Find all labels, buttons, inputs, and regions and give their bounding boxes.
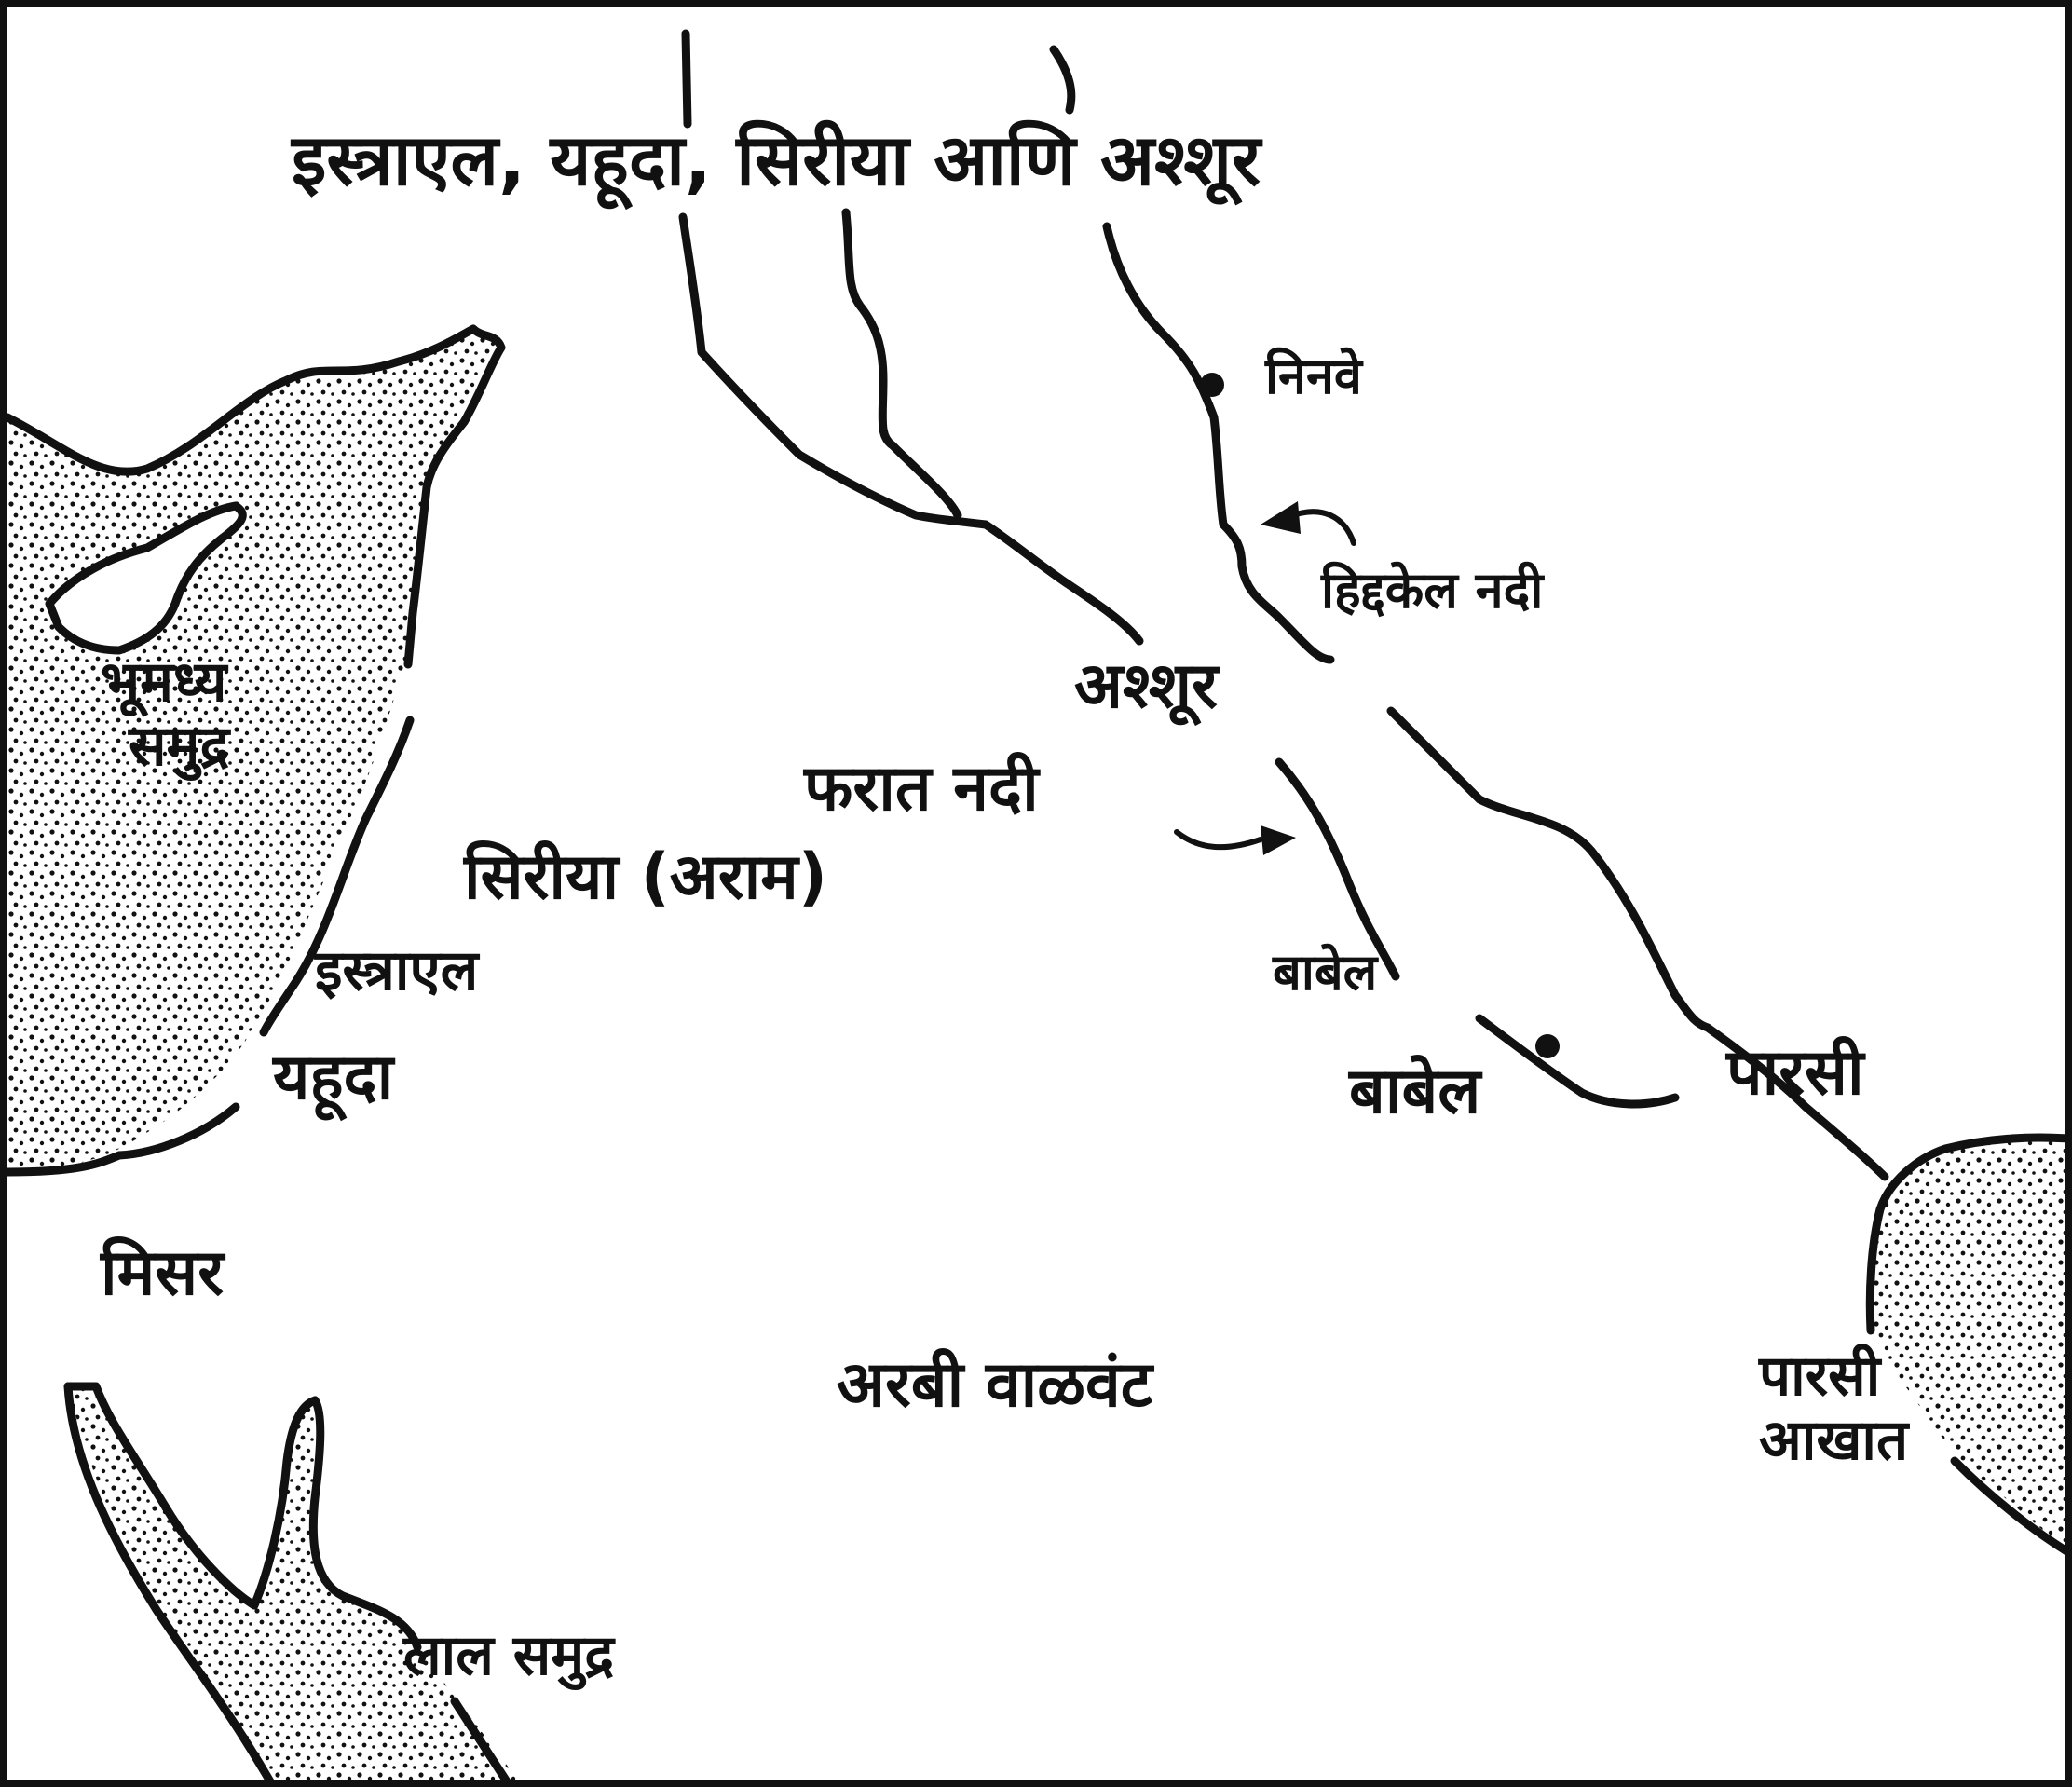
euphrates-river-label: फरात नदी — [804, 752, 1039, 825]
israel-region-label: इस्त्राएल — [315, 938, 479, 1003]
persian-gulf-label-line-2: आखात — [1759, 1408, 1909, 1473]
mediterranean-label-line-1: भूमध्य — [101, 649, 227, 715]
persian-gulf-label-line-1: पारसी — [1759, 1344, 1881, 1409]
persian-gulf-label — [1759, 1344, 1964, 1473]
nineveh-city-marker — [1200, 373, 1224, 397]
tigris-arrowhead — [1261, 501, 1301, 534]
persia-region-label: पारसी — [1726, 1036, 1864, 1110]
mediterranean-sea-label — [101, 650, 324, 779]
map-title: इस्त्राएल, यहूदा, सिरीया आणि अश्शूर — [292, 118, 1261, 201]
tigris-label-arrow — [1293, 512, 1354, 543]
euphrates-delta — [1479, 1018, 1675, 1104]
mediterranean-label-line-2: समुद्र — [129, 714, 230, 779]
euphrates-arrowhead — [1261, 825, 1296, 855]
babylon-city-label: बाबेल — [1273, 943, 1378, 1002]
tigris-river-label: हिद्दकेल नदी — [1321, 561, 1544, 620]
babylon-city-marker — [1535, 1034, 1560, 1058]
nineveh-city-label: निनवे — [1265, 347, 1362, 405]
map-canvas — [7, 7, 2072, 1787]
red-sea-label: लाल समुद्र — [403, 1623, 615, 1688]
red-sea-shape — [68, 1386, 529, 1787]
egypt-region-label: मिसर — [101, 1236, 225, 1310]
arabian-desert-region-label: अरबी वाळवंट — [837, 1348, 1153, 1422]
euphrates-tributary — [846, 212, 958, 515]
judah-region-label: यहूदा — [273, 1041, 394, 1114]
euphrates-label-arrow — [1177, 832, 1261, 847]
babylonia-region-label: बाबेल — [1349, 1055, 1481, 1128]
syria-region-label: सिरीया (अराम) — [464, 840, 827, 914]
assyria-region-label: अश्शूर — [1074, 649, 1218, 723]
